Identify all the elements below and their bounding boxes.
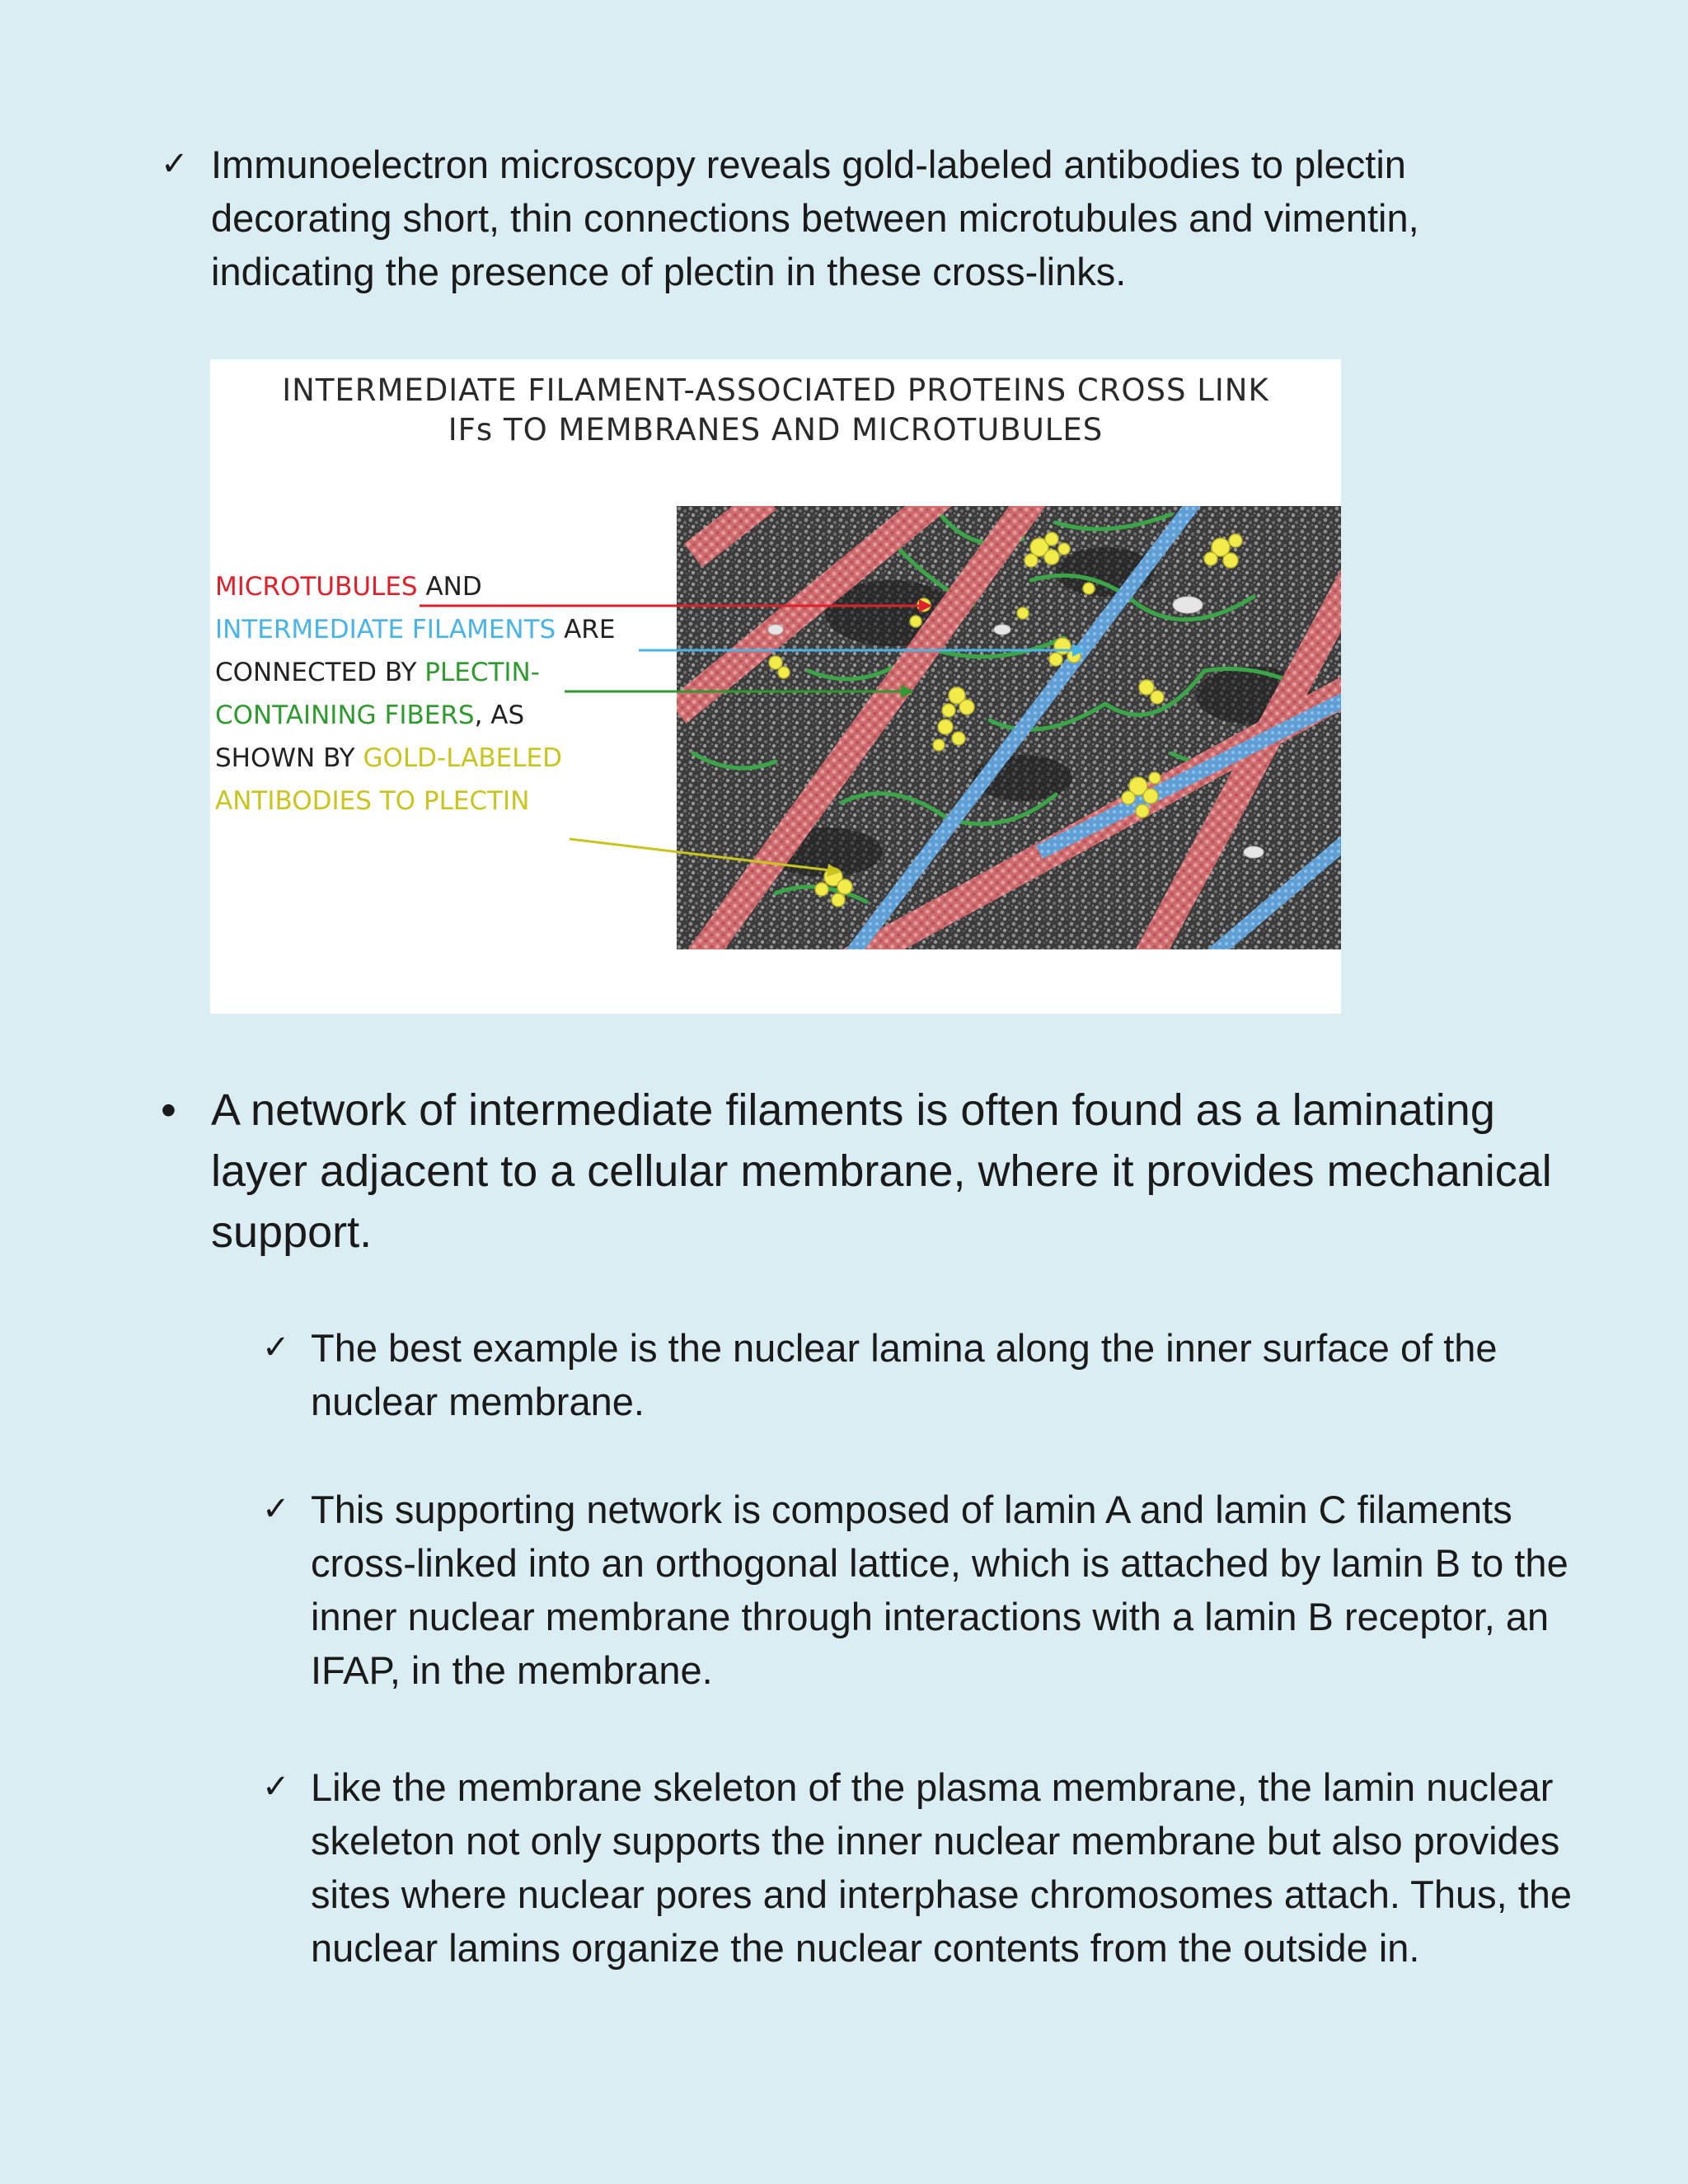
figure-caption xyxy=(215,565,677,823)
label-plectin-2: CONTAINING FIBERS xyxy=(215,701,475,730)
checkmark-icon: ✓ xyxy=(262,1329,290,1366)
laminating-layer-bullet xyxy=(161,1080,1595,1263)
label-gold-2: ANTIBODIES TO PLECTIN xyxy=(215,786,530,816)
nuclear-skeleton-text: Like the membrane skeleton of the plasma membrane, the lamin nuclear skeleton not only supports the inner nuclear membrane but also provides sites where nuclear pores and interphase chromosomes attach. Thus, the nuclear lamins organize the nuclear contents from the outside in. xyxy=(311,1765,1573,1970)
checkmark-icon: ✓ xyxy=(262,1491,290,1527)
label-microtubules: MICROTUBULES xyxy=(215,572,418,602)
label-and: AND xyxy=(417,572,482,602)
label-are: ARE xyxy=(556,615,616,644)
figure-title-line-1: INTERMEDIATE FILAMENT-ASSOCIATED PROTEINS CROSS LINK xyxy=(282,373,1269,408)
micrograph-image xyxy=(677,506,1341,949)
checkmark-icon: ✓ xyxy=(161,146,189,182)
label-plectin-1: PLECTIN- xyxy=(424,658,540,687)
figure-title xyxy=(210,371,1341,450)
label-intermediate-filaments: INTERMEDIATE FILAMENTS xyxy=(215,615,556,644)
label-shown-by: SHOWN BY xyxy=(215,743,363,773)
lamin-network-point xyxy=(262,1483,1597,1697)
laminating-layer-text: A network of intermediate filaments is often found as a laminating layer adjacent to a cellular membrane, where it provides mechanical support. xyxy=(211,1085,1552,1257)
nuclear-skeleton-point xyxy=(262,1760,1597,1975)
bullet-icon: • xyxy=(161,1085,176,1135)
label-gold-1: GOLD-LABELED xyxy=(363,743,562,773)
plectin-note xyxy=(161,138,1529,298)
nuclear-lamina-point xyxy=(262,1321,1597,1428)
plectin-figure xyxy=(210,359,1341,1014)
label-connected-by: CONNECTED BY xyxy=(215,658,425,687)
nuclear-lamina-text: The best example is the nuclear lamina along the inner surface of the nuclear membrane. xyxy=(311,1326,1498,1423)
label-as: , AS xyxy=(474,701,525,730)
plectin-note-text: Immunoelectron microscopy reveals gold-labeled antibodies to plectin decorating short, thin connections between microtubules and vimentin, indicating the presence of plectin in these cross-links. xyxy=(211,143,1419,293)
checkmark-icon: ✓ xyxy=(262,1769,290,1805)
lamin-network-text: This supporting network is composed of lamin A and lamin C filaments cross-linked into an orthogonal lattice, which is attached by lamin B to the inner nuclear membrane through interactions with a lamin B receptor, an IFAP, in the membrane. xyxy=(311,1488,1568,1692)
figure-title-line-2: IFs TO MEMBRANES AND MICROTUBULES xyxy=(448,412,1104,448)
